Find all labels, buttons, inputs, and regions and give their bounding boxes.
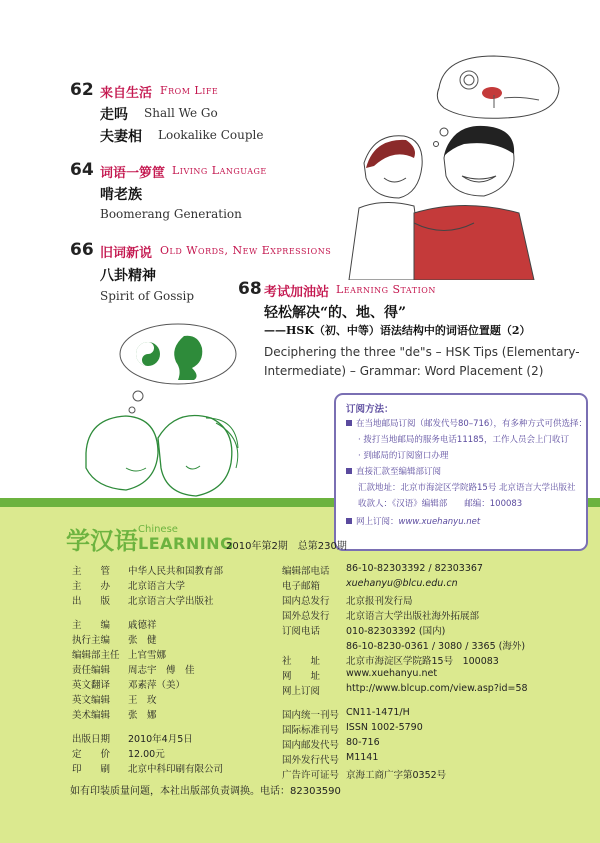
info-label: 出版日期 bbox=[72, 734, 111, 745]
info-label: 英文翻译 bbox=[72, 680, 111, 691]
info-value: 王 玫 bbox=[128, 695, 157, 706]
subscription-line bbox=[346, 515, 480, 527]
info-value: 2010年4月5日 bbox=[128, 734, 193, 745]
info-value: 北京语言大学出版社海外拓展部 bbox=[346, 611, 480, 622]
masthead-right-column bbox=[282, 563, 582, 781]
info-value: 中华人民共和国教育部 bbox=[128, 566, 224, 577]
article-title-en[interactable]: Shall We Go bbox=[144, 106, 218, 120]
info-label: 国内总发行 bbox=[282, 596, 330, 607]
subscription-line bbox=[346, 465, 441, 477]
gossip-illustration bbox=[66, 318, 266, 506]
info-label: 执行主编 bbox=[72, 635, 111, 646]
section-title-cn: 词语一箩筐 bbox=[100, 166, 166, 181]
subscription-text: 网上订阅： bbox=[356, 517, 399, 527]
info-value: 80-716 bbox=[346, 737, 380, 748]
info-value: 京海工商广字第0352号 bbox=[346, 770, 447, 781]
subscription-box bbox=[334, 393, 588, 551]
page-number: 68 bbox=[238, 279, 262, 299]
info-label: 主 编 bbox=[72, 620, 111, 631]
subscription-text: 直接汇款至编辑部订阅 bbox=[356, 467, 442, 477]
info-value: CN11-1471/H bbox=[346, 707, 410, 718]
info-label: 出 版 bbox=[72, 596, 111, 607]
info-value: 邓素萍（美） bbox=[128, 680, 186, 691]
logo-chinese: Chinese bbox=[138, 524, 178, 535]
info-label: 国内邮发代号 bbox=[282, 740, 340, 751]
article-title-cn[interactable]: 八卦精神 bbox=[100, 268, 156, 284]
info-value: 张 健 bbox=[128, 635, 157, 646]
subscription-title: 订阅方法： bbox=[346, 404, 394, 415]
section-title-en: Living Language bbox=[172, 164, 267, 177]
article-title-cn[interactable]: 夫妻相 bbox=[100, 129, 142, 145]
article-title-cn[interactable]: 走吗 bbox=[100, 107, 128, 123]
section-title-en: From Life bbox=[160, 84, 219, 97]
info-value: 北京语言大学出版社 bbox=[128, 596, 214, 607]
email-link[interactable]: xuehanyu@blcu.edu.cn bbox=[346, 578, 458, 589]
subscription-line: · 拨打当地邮局的服务电话11185，工作人员会上门收订 bbox=[358, 435, 569, 445]
article-title-en[interactable]: Boomerang Generation bbox=[100, 207, 242, 221]
info-value: 12.00元 bbox=[128, 749, 165, 760]
logo-learning: LEARNING bbox=[138, 534, 234, 553]
info-value: 北京语言大学 bbox=[128, 581, 186, 592]
subscription-line: 汇款地址：北京市海淀区学院路15号 北京语言大学出版社 bbox=[358, 483, 576, 493]
subscription-line: · 到邮局的订阅窗口办理 bbox=[358, 451, 449, 461]
info-value: 北京报刊发行局 bbox=[346, 596, 413, 607]
info-label: 英文编辑 bbox=[72, 695, 111, 706]
bullet-square-icon bbox=[346, 468, 352, 474]
info-value: 86-10-8230-0361 / 3080 / 3365 (海外) bbox=[346, 641, 526, 652]
subscription-link[interactable]: http://www.blcup.com/view.asp?id=58 bbox=[346, 683, 528, 694]
couple-illustration bbox=[344, 48, 584, 280]
info-label: 网 址 bbox=[282, 671, 321, 682]
logo-cn: 学汉语 bbox=[66, 527, 138, 555]
page-number: 62 bbox=[70, 80, 94, 100]
section-title-cn: 来自生活 bbox=[100, 86, 153, 101]
info-label: 国内统一刊号 bbox=[282, 710, 340, 721]
info-label: 订阅电话 bbox=[282, 626, 321, 637]
info-value: 张 娜 bbox=[128, 710, 157, 721]
page-number: 66 bbox=[70, 240, 94, 260]
info-label: 电子邮箱 bbox=[282, 581, 321, 592]
info-label: 编辑部电话 bbox=[282, 566, 330, 577]
bullet-square-icon bbox=[346, 518, 352, 524]
section-title-en: Learning Station bbox=[336, 283, 436, 296]
section-title-cn: 考试加油站 bbox=[264, 285, 330, 300]
info-label: 广告许可证号 bbox=[282, 770, 340, 781]
info-value: 周志宇 傅 佳 bbox=[128, 665, 195, 676]
article-title-en[interactable]: Spirit of Gossip bbox=[100, 289, 195, 303]
info-label: 美术编辑 bbox=[72, 710, 111, 721]
article-title-en[interactable]: Lookalike Couple bbox=[158, 128, 264, 142]
info-value: 北京市海淀区学院路15号 100083 bbox=[346, 656, 499, 667]
article-title-cn[interactable]: 啃老族 bbox=[100, 187, 142, 203]
section-title-en: Old Words, New Expressions bbox=[160, 244, 332, 257]
info-label: 责任编辑 bbox=[72, 665, 111, 676]
info-label: 国外总发行 bbox=[282, 611, 330, 622]
masthead-left-column bbox=[72, 563, 272, 773]
bullet-square-icon bbox=[346, 420, 352, 426]
info-label: 定 价 bbox=[72, 749, 111, 760]
info-label: 编辑部主任 bbox=[72, 650, 120, 661]
article-title-cn[interactable]: 轻松解决“的、地、得” bbox=[264, 305, 407, 321]
info-label: 网上订阅 bbox=[282, 686, 321, 697]
info-value: M1141 bbox=[346, 752, 379, 763]
issue-number: 2010年第2期 总第230期 bbox=[226, 541, 347, 552]
section-title-cn: 旧词新说 bbox=[100, 246, 153, 261]
info-label: 国际标准刊号 bbox=[282, 725, 340, 736]
footer-notice: 如有印装质量问题，本社出版部负责调换。电话：82303590 bbox=[70, 786, 341, 797]
subscription-line bbox=[346, 417, 587, 429]
info-value: 上官雪娜 bbox=[128, 650, 167, 661]
subscription-url-link[interactable]: www.xuehanyu.net bbox=[398, 517, 481, 527]
website-link[interactable]: www.xuehanyu.net bbox=[346, 668, 438, 679]
info-value: 010-82303392 (国内) bbox=[346, 626, 446, 637]
info-value: 86-10-82303392 / 82303367 bbox=[346, 563, 483, 574]
article-subtitle-cn: ——HSK（初、中等）语法结构中的词语位置题（2） bbox=[264, 324, 531, 337]
info-value: 北京中科印刷有限公司 bbox=[128, 764, 224, 775]
info-value: 戚德祥 bbox=[128, 620, 157, 631]
info-value: ISSN 1002-5790 bbox=[346, 722, 423, 733]
info-label: 印 刷 bbox=[72, 764, 111, 775]
page-number: 64 bbox=[70, 160, 94, 180]
info-label: 主 管 bbox=[72, 566, 111, 577]
article-title-en-line2[interactable]: Intermediate) – Grammar: Word Placement (2) bbox=[264, 364, 544, 378]
subscription-text: 在当地邮局订阅（邮发代号80–716），有多种方式可供选择： bbox=[356, 419, 588, 429]
article-title-en[interactable]: Deciphering the three "de"s – HSK Tips (Elementary- bbox=[264, 345, 580, 359]
info-label: 国外发行代号 bbox=[282, 755, 340, 766]
info-label: 社 址 bbox=[282, 656, 321, 667]
info-label: 主 办 bbox=[72, 581, 111, 592]
subscription-line: 收款人：《汉语》编辑部 邮编：100083 bbox=[358, 499, 523, 509]
